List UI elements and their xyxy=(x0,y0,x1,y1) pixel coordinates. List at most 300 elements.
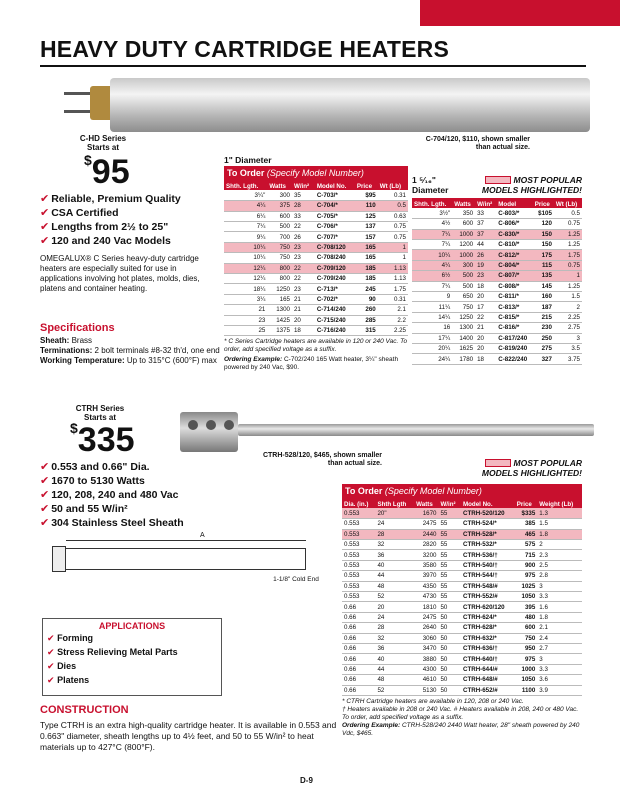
table-row xyxy=(342,519,582,529)
check-icon: ✔ xyxy=(47,675,55,685)
table-cell: 7¼ xyxy=(412,240,452,250)
chd-price: $95 xyxy=(84,152,130,191)
table-cell: 600 xyxy=(515,623,538,633)
table-cell: 2.8 xyxy=(537,571,582,581)
table-row xyxy=(412,250,582,260)
table-row xyxy=(342,508,582,518)
table-cell: 20" xyxy=(375,508,414,518)
table-cell: CTRH-620/120 xyxy=(461,602,515,612)
table-cell: C-810/* xyxy=(496,240,532,250)
table-cell: 315 xyxy=(355,325,378,335)
table3-most-popular: MOST POPULAR MODELS HIGHLIGHTED! xyxy=(481,458,582,478)
table-cell: 3.3 xyxy=(537,664,582,674)
table3: To Order (Specify Model Number) Dia. (in.) Shth Lgth Watts W/in² Model No. Price Weight (Lb) 0.553 20" 1670 55 CTRH-520/120 $335 1.3 0.553 24 2475 55 CTRH-524/* 385 1.5 0.553 28 2440 55 CTRH-528/* 465 1.8 0.553 32 2820 55 CTRH-532/* 575 2 0.553 36 3200 55 CTRH-536/† 715 2.3 0.553 40 3580 55 CTRH-540/† 900 2.5 0.553 44 3970 55 CTRH-544/† 975 2.8 0.553 48 4350 55 CTRH-548/# 1025 3 0.553 52 4730 55 CTRH-552/# 1050 3.3 0.66 20 1810 50 CTRH-620/120 395 1.6 0.66 24 2475 50 CTRH-624/* 480 1.8 0.66 28 2640 50 CTRH-628/* 600 2.1 0.66 32 3060 50 CTRH-632/* 750 2.4 0.66 36 3470 50 CTRH-636/† 950 2.7 0.66 40 3880 50 CTRH-640/† 975 3 0.66 44 4300 50 CTRH-644/# 1000 3.3 0.66 48 4610 50 CTRH-648/# 1050 3.6 0.66 52 5130 50 CTRH-652/# 1100 3.9 * CTRH Cartridge heaters are available in 120, 208 or 240 Vac. † Heaters available in 208 or 240 Vac. # Heaters available in 208, 240 or 480 Vac. To order, add specified voltage as a suffix. Ordering Example: CTRH-528/240 2440 Watt heater, 28" sheath powered by 240 Vdc, $465. xyxy=(342,484,582,738)
table-row xyxy=(412,343,582,353)
table-cell: 185 xyxy=(355,274,378,284)
check-icon: ✔ xyxy=(40,235,50,247)
table-row xyxy=(224,190,408,200)
application-item: ✔ Dies xyxy=(47,661,77,671)
table-cell: 110 xyxy=(355,201,378,211)
table-cell: 2.25 xyxy=(554,312,582,322)
table-cell: 22 xyxy=(475,312,496,322)
table-cell: 0.553 xyxy=(342,519,375,529)
check-icon: ✔ xyxy=(40,193,50,205)
table-cell: 2640 xyxy=(414,623,438,633)
table-cell: CTRH-648/# xyxy=(461,675,515,685)
table-cell: 1000 xyxy=(515,664,538,674)
table-cell: 52 xyxy=(375,592,414,602)
table-cell: 350 xyxy=(452,208,475,218)
applications-box xyxy=(42,618,222,696)
application-item: ✔ Forming xyxy=(47,633,94,643)
table-cell: 137 xyxy=(355,222,378,232)
table-cell: 2.1 xyxy=(537,623,582,633)
table-cell: 600 xyxy=(267,211,292,221)
check-icon: ✔ xyxy=(47,661,55,671)
check-icon: ✔ xyxy=(40,517,50,529)
table-cell: 1300 xyxy=(267,305,292,315)
table-cell: 33 xyxy=(475,208,496,218)
table-cell: 10¼ xyxy=(224,253,267,263)
table-cell: C-704/* xyxy=(315,201,355,211)
table-cell: 21 xyxy=(224,305,267,315)
check-icon: ✔ xyxy=(40,207,50,219)
table-row xyxy=(342,643,582,653)
table-cell: C-702/* xyxy=(315,294,355,304)
table-cell: 3200 xyxy=(414,550,438,560)
applications-heading: APPLICATIONS xyxy=(98,621,166,631)
table-cell: 3060 xyxy=(414,633,438,643)
table-cell: 18 xyxy=(475,281,496,291)
table-cell: C-716/240 xyxy=(315,325,355,335)
table-cell: C-807/* xyxy=(496,271,532,281)
table-cell: 4¼ xyxy=(224,201,267,211)
table-cell: 0.553 xyxy=(342,592,375,602)
feature-item: ✔ 50 and 55 W/in² xyxy=(40,503,128,515)
table-cell: 1100 xyxy=(515,685,538,695)
table-cell: 0.553 xyxy=(342,550,375,560)
table-row xyxy=(342,602,582,612)
table-cell: 0.553 xyxy=(342,560,375,570)
table-cell: 1 xyxy=(554,271,582,281)
table-cell: 44 xyxy=(375,571,414,581)
table-cell: 17 xyxy=(475,302,496,312)
table-cell: 2 xyxy=(537,540,582,550)
table-cell: 1 xyxy=(378,242,408,252)
table-cell: 3880 xyxy=(414,654,438,664)
table-cell: 1000 xyxy=(452,229,475,239)
table-cell: C-813/* xyxy=(496,302,532,312)
table-cell: 18 xyxy=(292,325,315,335)
table-cell: 1300 xyxy=(452,323,475,333)
table-cell: 50 xyxy=(438,612,461,622)
table-cell: 3470 xyxy=(414,643,438,653)
table-cell: 375 xyxy=(267,201,292,211)
table-row xyxy=(412,323,582,333)
table-cell: 48 xyxy=(375,581,414,591)
table-cell: 9 xyxy=(412,292,452,302)
table-cell: 1200 xyxy=(452,240,475,250)
specifications-heading: Specifications xyxy=(40,322,115,334)
table-cell: C-808/* xyxy=(496,281,532,291)
table-row xyxy=(224,284,408,294)
table-cell: 0.66 xyxy=(342,643,375,653)
table-cell: 3970 xyxy=(414,571,438,581)
table-cell: 3¼ xyxy=(224,294,267,304)
table-cell: 575 xyxy=(515,540,538,550)
table-cell: 1.13 xyxy=(378,274,408,284)
heater-sheath xyxy=(110,78,590,132)
highlight-swatch xyxy=(485,459,511,467)
table-cell: 1810 xyxy=(414,602,438,612)
highlight-swatch xyxy=(485,176,511,184)
table-cell: C-709/240 xyxy=(315,274,355,284)
table-cell: 0.31 xyxy=(378,294,408,304)
table-cell: 3¼" xyxy=(224,190,267,200)
table-cell: 55 xyxy=(438,550,461,560)
table-cell: $95 xyxy=(355,190,378,200)
table-cell: 975 xyxy=(515,654,538,664)
table-cell: CTRH-528/* xyxy=(461,529,515,539)
table-cell: 1780 xyxy=(452,354,475,364)
table2: Shth. Lgth. Watts W/in² Model Price Wt (Lb) 3½" 350 33 C-803/* $105 0.5 4½ 600 37 C-806/* 120 0.75 7¼ 1000 37 C-830/* 150 1.25 7¼ 1200 44 C-810/* 150 1.25 10¼ 1000 26 C-812/* 175 1.75 4¼ 300 19 C-804/* 115 0.75 6½ 500 23 C-807/* 135 1 7¼ 500 18 C-808/* 145 1.25 9 650 20 C-811/* 160 1.5 11¼ 750 17 C-813/* 187 2 14¼ 1250 22 C-815/* 215 2.25 16 1300 21 C-816/* 230 2.75 17¼ 1400 20 C-817/240 250 3 20¼ 1625 20 C-819/240 275 3.5 24¼ 1780 18 C-822/240 327 3.75 xyxy=(412,198,582,365)
table-cell: 7¼ xyxy=(412,281,452,291)
table2-diameter: 1 ⁵⁄₁₆" Diameter xyxy=(412,175,449,195)
table-cell: 2.25 xyxy=(378,325,408,335)
table-cell: 1425 xyxy=(267,315,292,325)
table-cell: 3 xyxy=(537,654,582,664)
table-cell: 55 xyxy=(438,571,461,581)
table-cell: 215 xyxy=(533,312,554,322)
table-row xyxy=(412,208,582,218)
table-cell: C-713/* xyxy=(315,284,355,294)
table-cell: 25 xyxy=(224,325,267,335)
table-cell: 50 xyxy=(438,633,461,643)
table-cell: 4350 xyxy=(414,581,438,591)
table-cell: 19 xyxy=(475,260,496,270)
table-cell: 4610 xyxy=(414,675,438,685)
table-cell: 52 xyxy=(375,685,414,695)
table-cell: 20 xyxy=(475,343,496,353)
table-row xyxy=(342,540,582,550)
terminal-screw-icon xyxy=(188,420,198,430)
table-cell: 23 xyxy=(292,253,315,263)
construction-body: Type CTRH is an extra high-quality cartridge heater. It is available in 0.553 and 0.663" diameter, sheath lengths up to 4½ feet, and 50 to 55 W/in² to heat materials up to 427°C (800°F). xyxy=(40,720,337,752)
table-cell: 750 xyxy=(267,242,292,252)
table-cell: 1.75 xyxy=(554,250,582,260)
table-cell: 2475 xyxy=(414,612,438,622)
table-cell: 145 xyxy=(533,281,554,291)
table1-footnote: * C Series Cartridge heaters are available in 120 or 240 Vac. To order, add specified voltage as a suffix. xyxy=(224,338,408,354)
table-cell: C-715/240 xyxy=(315,315,355,325)
table-cell: 20¼ xyxy=(412,343,452,353)
table-cell: 20 xyxy=(375,602,414,612)
table-cell: 120 xyxy=(533,219,554,229)
table-cell: CTRH-548/# xyxy=(461,581,515,591)
table-cell: CTRH-640/† xyxy=(461,654,515,664)
application-item: ✔ Platens xyxy=(47,675,90,685)
table-cell: 32 xyxy=(375,633,414,643)
table-cell: 40 xyxy=(375,560,414,570)
table-cell: 55 xyxy=(438,540,461,550)
table-cell: 1400 xyxy=(452,333,475,343)
terminal-block xyxy=(180,412,238,452)
feature-item: ✔ 120 and 240 Vac Models xyxy=(40,235,171,247)
table-row xyxy=(342,581,582,591)
table-cell: 3 xyxy=(554,333,582,343)
table-cell: C-708/240 xyxy=(315,253,355,263)
table-row xyxy=(342,560,582,570)
feature-item: ✔ 120, 208, 240 and 480 Vac xyxy=(40,489,179,501)
table-cell: 4½ xyxy=(412,219,452,229)
table-cell: 55 xyxy=(438,508,461,518)
table-cell: 395 xyxy=(515,602,538,612)
table-cell: C-822/240 xyxy=(496,354,532,364)
table-cell: C-706/* xyxy=(315,222,355,232)
table-cell: C-816/* xyxy=(496,323,532,333)
table3-ordering-example: Ordering Example: CTRH-528/240 2440 Watt heater, 28" sheath powered by 240 Vdc, $465. xyxy=(342,721,580,737)
ctrh-heater-image xyxy=(180,410,600,454)
table-cell: C-703/* xyxy=(315,190,355,200)
table-cell: 4300 xyxy=(414,664,438,674)
table-cell: 32 xyxy=(375,540,414,550)
chd-heater-image xyxy=(60,72,600,138)
table-cell: 24 xyxy=(375,612,414,622)
table-cell: 275 xyxy=(533,343,554,353)
table-cell: 24 xyxy=(375,519,414,529)
cold-end-label: 1-1/8" Cold End xyxy=(273,576,319,583)
table-cell: 175 xyxy=(533,250,554,260)
table-cell: $105 xyxy=(533,208,554,218)
table-cell: 10¼ xyxy=(412,250,452,260)
table-row xyxy=(224,222,408,232)
table-cell: CTRH-632/* xyxy=(461,633,515,643)
table-cell: 150 xyxy=(533,240,554,250)
table-cell: 1.75 xyxy=(378,284,408,294)
table-cell: 1.8 xyxy=(537,529,582,539)
table-cell: 50 xyxy=(438,623,461,633)
table-cell: 55 xyxy=(438,592,461,602)
check-icon: ✔ xyxy=(47,633,55,643)
table-cell: 23 xyxy=(224,315,267,325)
check-icon: ✔ xyxy=(40,461,50,473)
table-cell: 1250 xyxy=(452,312,475,322)
table-cell: $335 xyxy=(515,508,538,518)
table-cell: 0.66 xyxy=(342,623,375,633)
table-cell: 0.5 xyxy=(554,208,582,218)
table-cell: 0.553 xyxy=(342,571,375,581)
table-cell: C-806/* xyxy=(496,219,532,229)
table-cell: 18 xyxy=(475,354,496,364)
table-cell: 125 xyxy=(355,211,378,221)
feature-item: ✔ Lengths from 2½ to 25" xyxy=(40,221,169,233)
table-cell: 1.25 xyxy=(554,229,582,239)
table-cell: 18¼ xyxy=(224,284,267,294)
table-cell: 2.2 xyxy=(378,315,408,325)
table-cell: 250 xyxy=(533,333,554,343)
table-cell: 26 xyxy=(292,232,315,242)
table-cell: 0.66 xyxy=(342,664,375,674)
table-cell: 90 xyxy=(355,294,378,304)
table-cell: C-811/* xyxy=(496,292,532,302)
table-cell: 0.66 xyxy=(342,675,375,685)
table-cell: 260 xyxy=(355,305,378,315)
table-row xyxy=(412,229,582,239)
table-cell: 500 xyxy=(452,281,475,291)
table-cell: 0.66 xyxy=(342,685,375,695)
table-cell: 40 xyxy=(375,654,414,664)
table-cell: 48 xyxy=(375,675,414,685)
table-cell: CTRH-552/# xyxy=(461,592,515,602)
page-number: D-9 xyxy=(300,776,313,785)
table-cell: 0.75 xyxy=(554,219,582,229)
table-cell: C-812/* xyxy=(496,250,532,260)
table-cell: 2475 xyxy=(414,519,438,529)
terminal-end-drawing xyxy=(52,546,66,572)
table-cell: 0.66 xyxy=(342,633,375,643)
application-item: ✔ Stress Relieving Metal Parts xyxy=(47,647,178,657)
table-cell: 36 xyxy=(375,643,414,653)
chd-features xyxy=(40,192,220,248)
table-cell: 12¼ xyxy=(224,274,267,284)
table-row xyxy=(412,260,582,270)
table-cell: 2.4 xyxy=(537,633,582,643)
table-cell: 165 xyxy=(267,294,292,304)
page-title: HEAVY DUTY CARTRIDGE HEATERS xyxy=(40,36,449,62)
table-cell: 37 xyxy=(475,219,496,229)
table-cell: 23 xyxy=(292,242,315,252)
table-cell: 5130 xyxy=(414,685,438,695)
table-cell: 55 xyxy=(438,560,461,570)
table-cell: 0.5 xyxy=(378,201,408,211)
table-cell: 21 xyxy=(475,323,496,333)
table-cell: 300 xyxy=(452,260,475,270)
table-cell: 20 xyxy=(475,333,496,343)
table-cell: CTRH-624/* xyxy=(461,612,515,622)
table-cell: 24¼ xyxy=(412,354,452,364)
table-row xyxy=(224,325,408,335)
table-cell: CTRH-532/* xyxy=(461,540,515,550)
table-cell: 300 xyxy=(267,190,292,200)
table1-order-heading: To Order (Specify Model Number) xyxy=(224,166,408,180)
table-cell: 50 xyxy=(438,602,461,612)
table-cell: 0.75 xyxy=(378,232,408,242)
table-cell: 1000 xyxy=(452,250,475,260)
terminal-screw-icon xyxy=(224,420,234,430)
table-cell: 2 xyxy=(554,302,582,312)
ctrh-series-label: CTRH Series Starts at xyxy=(75,404,125,422)
feature-item: ✔ 304 Stainless Steel Sheath xyxy=(40,517,184,529)
table-cell: 115 xyxy=(533,260,554,270)
ctrh-dimension-diagram xyxy=(40,534,330,614)
table-cell: 750 xyxy=(452,302,475,312)
table-cell: 0.75 xyxy=(554,260,582,270)
table-cell: CTRH-540/† xyxy=(461,560,515,570)
table-cell: 160 xyxy=(533,292,554,302)
table-cell: 3½" xyxy=(412,208,452,218)
dimension-label-a: A xyxy=(200,532,205,539)
check-icon: ✔ xyxy=(40,475,50,487)
table-row xyxy=(342,664,582,674)
table-row xyxy=(224,263,408,273)
table-cell: 22 xyxy=(292,263,315,273)
table-cell: 385 xyxy=(515,519,538,529)
table-cell: 185 xyxy=(355,263,378,273)
table-cell: CTRH-544/† xyxy=(461,571,515,581)
table-cell: 230 xyxy=(533,323,554,333)
table-cell: 55 xyxy=(438,519,461,529)
table-row xyxy=(412,281,582,291)
table-cell: 2.75 xyxy=(554,323,582,333)
table-cell: 7¼ xyxy=(412,229,452,239)
table-cell: 165 xyxy=(355,253,378,263)
table-cell: 187 xyxy=(533,302,554,312)
feature-item: ✔ 1670 to 5130 Watts xyxy=(40,475,145,487)
sheath-outline xyxy=(66,548,306,570)
table-row xyxy=(224,201,408,211)
table-cell: 0.66 xyxy=(342,612,375,622)
table-cell: 1.3 xyxy=(537,508,582,518)
table-cell: C-830/* xyxy=(496,229,532,239)
table-row xyxy=(412,302,582,312)
table-cell: 0.75 xyxy=(378,222,408,232)
table-row xyxy=(342,571,582,581)
table-cell: 20 xyxy=(475,292,496,302)
table-cell: 3.3 xyxy=(537,592,582,602)
table-cell: 50 xyxy=(438,654,461,664)
specifications-body: Sheath: Brass Terminations: 2 bolt terminals #8-32 th'd, one end Working Temperature: Up to 315°C (600°F) max xyxy=(40,336,220,365)
table-cell: 1050 xyxy=(515,675,538,685)
table-cell: 50 xyxy=(438,643,461,653)
table-cell: 157 xyxy=(355,232,378,242)
check-icon: ✔ xyxy=(47,647,55,657)
table-cell: 3 xyxy=(537,581,582,591)
table-row xyxy=(342,633,582,643)
table-cell: 16 xyxy=(412,323,452,333)
feature-item: ✔ 0.553 and 0.66" Dia. xyxy=(40,461,150,473)
table-row xyxy=(342,685,582,695)
table-cell: 0.553 xyxy=(342,540,375,550)
table-cell: 6½ xyxy=(412,271,452,281)
table-cell: CTRH-644/# xyxy=(461,664,515,674)
table-cell: 50 xyxy=(438,664,461,674)
table1: To Order (Specify Model Number) Shth. Lgth. Watts W/in² Model No. Price Wt (Lb) 3¼" 300 35 C-703/* $95 0.31 4¼ 375 28 C-704/* 110 0.5 6¼ 600 33 C-705/* 125 0.63 7¼ 500 22 C-706/* 137 0.75 9¼ 700 26 C-707/* 157 0.75 10¼ 750 23 C-708/120 165 1 10¼ 750 23 C-708/240 165 1 12¼ 800 22 C-709/120 185 1.13 12¼ 800 22 C-709/240 185 1.13 18¼ 1250 23 C-713/* 245 1.75 3¼ 165 21 C-702/* 90 0.31 21 1300 21 C-714/240 260 2.1 23 1425 20 C-715/240 285 2.2 25 1375 18 C-716/240 315 2.25 * C Series Cartridge heaters are available in 120 or 240 Vac. To order, add specified voltage as a suffix. Ordering Example: C-702/240 165 Watt heater, 3¼" sheath powered by 240 Vac, $90. xyxy=(224,168,408,372)
table-cell: 0.66 xyxy=(342,602,375,612)
table-cell: 0.31 xyxy=(378,190,408,200)
feature-item: ✔ CSA Certified xyxy=(40,207,119,219)
table-row xyxy=(342,612,582,622)
table-cell: 0.553 xyxy=(342,581,375,591)
table-cell: 6¼ xyxy=(224,211,267,221)
check-icon: ✔ xyxy=(40,221,50,233)
table-row xyxy=(342,550,582,560)
table-cell: 1050 xyxy=(515,592,538,602)
check-icon: ✔ xyxy=(40,489,50,501)
table-row xyxy=(412,354,582,364)
table3-footnote: * CTRH Cartridge heaters are available in 120, 208 or 240 Vac. † Heaters available in 208 or 240 Vac. # Heaters available in 208, 240 or 480 Vac. To order, add specified voltage as a suffix. xyxy=(342,697,579,721)
table-cell: C-817/240 xyxy=(496,333,532,343)
table-cell: 4730 xyxy=(414,592,438,602)
table-cell: 22 xyxy=(292,222,315,232)
table-cell: 0.66 xyxy=(342,654,375,664)
table-row xyxy=(412,312,582,322)
table-cell: 2.1 xyxy=(378,305,408,315)
table-cell: CTRH-636/† xyxy=(461,643,515,653)
feature-item: ✔ Reliable, Premium Quality xyxy=(40,193,181,205)
table-cell: 21 xyxy=(292,305,315,315)
table-cell: C-705/* xyxy=(315,211,355,221)
table-cell: 2.7 xyxy=(537,643,582,653)
